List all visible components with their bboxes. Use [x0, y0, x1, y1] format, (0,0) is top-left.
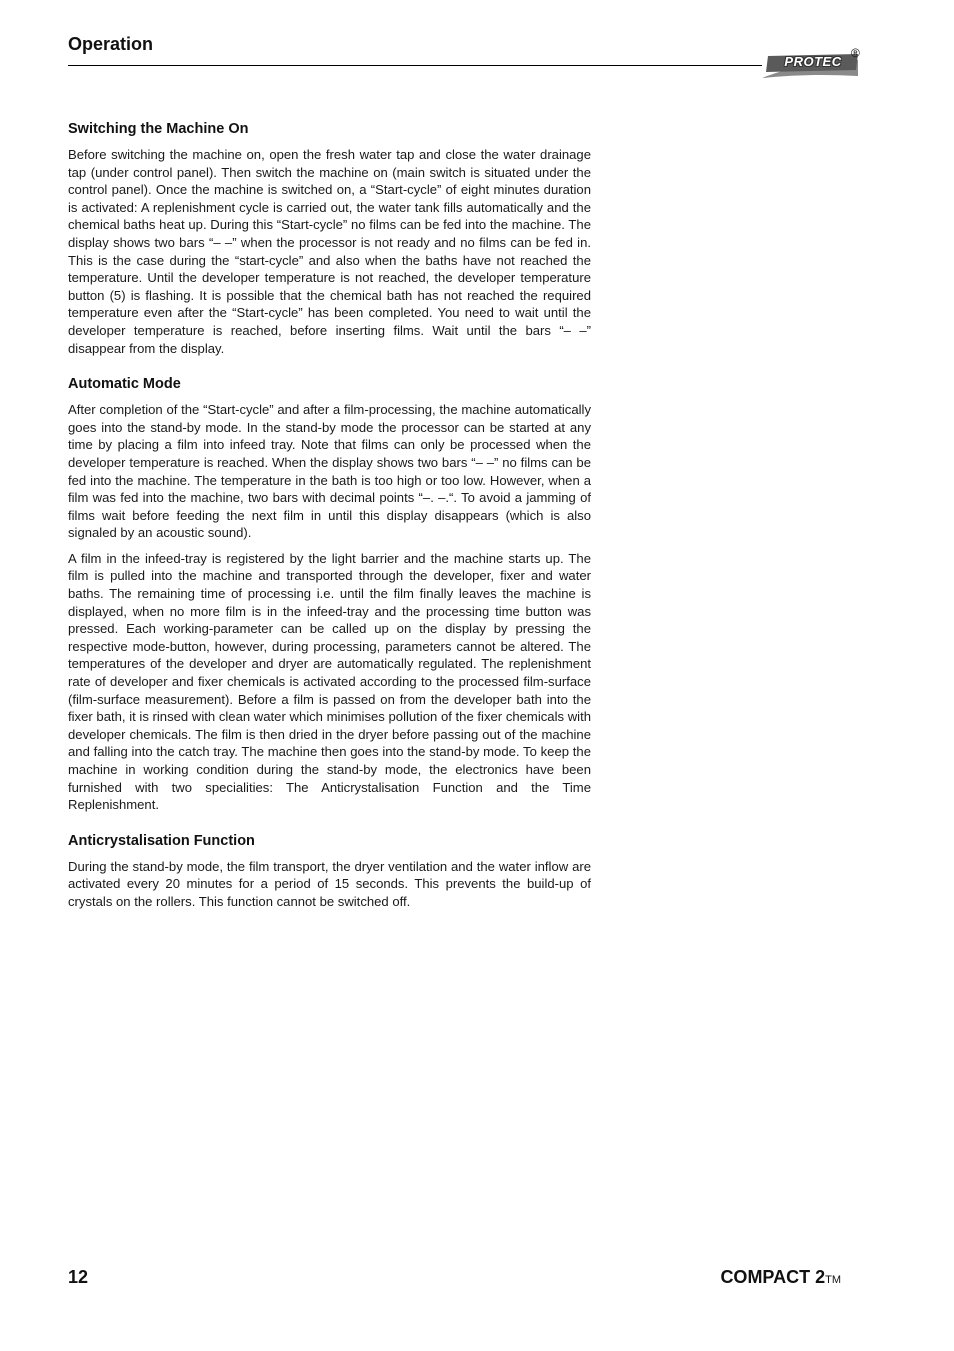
paragraph: A film in the infeed-tray is registered by the light barrier and the machine starts up. The film is pulled into the machine and transported through the developer, fixer and water baths. The remaining time of processing i.e. until the film finally leaves the machine is displayed, when no more film is in the infeed-tray and the processing time button was pressed. Each working-parameter can be called up on the display by pressing the respective mode-button, however, during processing, parameters cannot be altered. The temperatures of the developer and dryer are automatically regulated. The replenishment rate of developer and fixer chemicals is activated according to the processed film-surface (film-surface measurement). Before a film is passed on from the developer bath into the fixer bath, it is rinsed with clean water which minimises pollution of the fixer chemicals with developer chemicals. The film is then dried in the dryer before passing out of the machine and falling into the catch tray. The machine then goes into the stand-by mode. To keep the machine in working condition during the stand-by mode, the electronics have been furnished with two specialities: The Anticrystalisation Function and the Time Replenishment.	[68, 550, 591, 813]
registered-mark: ®	[851, 46, 860, 60]
page-title: Operation	[68, 34, 154, 54]
protec-logo	[762, 48, 866, 82]
trademark-mark: TM	[825, 1274, 841, 1286]
section-heading: Switching the Machine On	[68, 121, 249, 137]
paragraph: During the stand-by mode, the film transport, the dryer ventilation and the water inflow are activated every 20 minutes for a period of 15 seconds. This prevents the build-up of crystals on the rollers. This function cannot be switched off.	[68, 858, 591, 909]
main-content	[68, 121, 591, 919]
section-heading: Automatic Mode	[68, 376, 181, 393]
model-label: COMPACT 2	[720, 1267, 826, 1287]
page-number: 12	[68, 1267, 89, 1287]
section-switching-on	[68, 121, 591, 357]
section-automatic-mode	[68, 376, 591, 814]
paragraph: After completion of the “Start-cycle” and after a film-processing, the machine automatically goes into the stand-by mode. In the stand-by mode the processor can be started at any time by placing a film into infeed tray. Note that films can only be processed when the developer temperature is reached. When the display shows two bars “– –” no films can be fed into the machine. The temperature in the bath is too high or too low. However, when a film was fed into the machine, two bars with decimal points “–. –.“. To avoid a jamming of films wait before feeding the next film in until this display disappears (which is also signaled by an acoustic sound).	[68, 402, 591, 541]
logo-text: PROTEC	[784, 54, 842, 69]
section-heading: Anticrystalisation Function	[68, 832, 255, 849]
paragraph: Before switching the machine on, open the fresh water tap and close the water drainage tap (under control panel). Then switch the machine on (main switch is situated under the control panel). Once the machine is switched on, a “Start-cycle” of eight minutes duration is activated: A replenishment cycle is carried out, the water tank fills automatically and the chemical baths heat up. During this “Start-cycle” no films can be fed into the machine. The display shows two bars “– –” when the processor is not ready and no films can be fed in. This is the case during the “start-cycle” and also when the baths have not reached the temperature. Until the developer temperature is not reached, the developer temperature button (5) is flashing. It is possible that the chemical bath has not reached the required temperature even after the “Start-cycle” has been completed. You need to wait until the developer temperature is reached, before inserting films. Wait until the bars “– –” disappear from the display.	[68, 147, 591, 356]
model-name	[720, 1267, 841, 1288]
header-divider	[68, 65, 762, 66]
section-anticrystalisation	[68, 833, 591, 911]
